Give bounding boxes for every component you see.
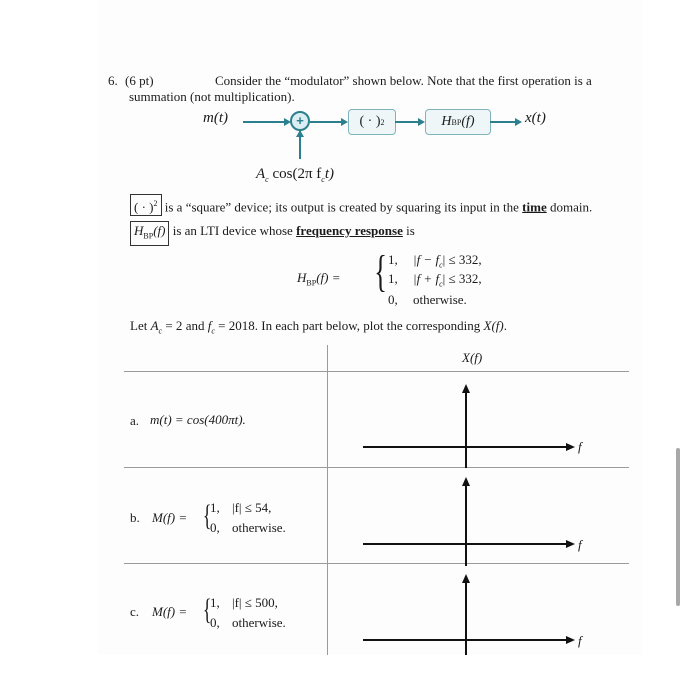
y-axis: [465, 582, 467, 655]
carrier-A: A: [256, 166, 266, 182]
input-line: [243, 121, 285, 123]
part-lhs: M(f) =: [152, 604, 188, 619]
given-end: .: [503, 318, 507, 333]
arrow-up-icon: [462, 574, 470, 583]
hbp-arg: (f) =: [316, 270, 341, 285]
filter-H: H: [441, 114, 452, 129]
filter-box-sub: BP: [143, 231, 154, 241]
question-text-line1: Consider the “modulator” shown below. Note that the first operation is a: [215, 73, 592, 88]
given-pre: Let: [130, 318, 148, 333]
hbp-sub: BP: [306, 278, 317, 288]
filter-text-post: is: [406, 223, 415, 238]
question-points: (6 pt): [125, 73, 154, 88]
part-expression: m(t) = cos(400πt).: [150, 412, 246, 427]
square-exponent: 2: [380, 117, 385, 127]
case-value: 1,: [210, 595, 220, 610]
y-axis: [465, 392, 467, 468]
case-value: 1,: [388, 271, 398, 286]
given-Ac-val: = 2: [162, 318, 183, 333]
part-label: b.: [130, 510, 140, 525]
filter-box: [130, 221, 169, 246]
given-fc: f: [207, 318, 212, 333]
case-value: 0,: [210, 615, 220, 630]
given-fc-sub: c: [211, 326, 215, 336]
part-label: a.: [130, 413, 140, 428]
filter-arg: (f): [461, 114, 475, 129]
filter-box-H: H: [134, 223, 144, 238]
table-divider-vertical: [327, 345, 328, 655]
hbp-H: H: [297, 270, 307, 285]
part-lhs: M(f) =: [152, 510, 188, 525]
part-label: c.: [130, 604, 140, 619]
output-line: [490, 121, 516, 123]
case-value: 0,: [210, 520, 220, 535]
summation-node: +: [290, 111, 310, 131]
arrow-right-icon: [566, 540, 575, 548]
square-definition: [130, 194, 592, 216]
brace-icon: {: [202, 499, 212, 532]
axis-label-f: f: [578, 537, 582, 552]
filter-sub: BP: [451, 117, 462, 127]
arrow-icon: [418, 118, 425, 126]
x-axis: [363, 639, 567, 641]
carrier-end: t): [324, 166, 335, 182]
given-Ac: A: [150, 318, 159, 333]
table-header-xf: X(f): [462, 350, 483, 365]
square-box: [130, 194, 162, 216]
output-label: x(t): [525, 110, 546, 126]
arrow-right-icon: [566, 443, 575, 451]
cond-sub: c: [439, 260, 443, 270]
filter-box-arg: (f): [153, 223, 166, 238]
given-values: [130, 318, 507, 336]
question-text-line2: summation (not multiplication).: [129, 89, 295, 104]
case-condition: |f| ≤ 54,: [232, 500, 272, 515]
cond-text: |f + f: [413, 271, 440, 286]
carrier-A-sub: c: [265, 175, 269, 184]
arrow-right-icon: [566, 636, 575, 644]
table-divider: [124, 371, 629, 372]
case-condition: otherwise.: [232, 615, 286, 630]
case-value: 0,: [388, 292, 398, 307]
case-value: 1,: [388, 252, 398, 267]
given-and: and: [185, 318, 205, 333]
case-condition: |f| ≤ 500,: [232, 595, 278, 610]
question-number: 6.: [108, 73, 118, 88]
arrow-up-icon: [462, 384, 470, 393]
filter-text-pre: is an LTI device whose: [172, 223, 293, 238]
input-label: m(t): [203, 110, 228, 126]
given-Xf: X(f): [483, 318, 504, 333]
case-condition: [413, 271, 482, 289]
square-box-label: ( · ): [134, 199, 154, 215]
square-device-block: [348, 109, 396, 135]
cond-text: |f − f: [413, 252, 440, 267]
case-condition: [413, 252, 482, 270]
arrow-up-icon: [296, 130, 304, 137]
y-axis: [465, 484, 467, 566]
square-to-filter-line: [395, 121, 419, 123]
square-block-label: ( · ): [359, 114, 381, 129]
square-text-post: domain.: [549, 199, 593, 215]
brace-icon: {: [374, 247, 387, 296]
case-condition: otherwise.: [232, 520, 286, 535]
scrollbar[interactable]: [676, 448, 680, 606]
carrier-f-sub: c: [321, 175, 325, 184]
case-condition: otherwise.: [413, 292, 467, 307]
table-divider: [124, 563, 629, 564]
x-axis: [363, 446, 567, 448]
square-box-exp: 2: [153, 199, 158, 208]
bandpass-filter-block: [425, 109, 491, 135]
square-text-bold: time: [522, 199, 547, 215]
cond-end: | ≤ 332,: [442, 252, 482, 267]
cond-sub: c: [439, 279, 443, 289]
sum-to-square-line: [310, 121, 342, 123]
arrow-icon: [341, 118, 348, 126]
arrow-icon: [515, 118, 522, 126]
filter-definition: [130, 221, 415, 246]
given-fc-val: = 2018: [214, 318, 255, 333]
axis-label-f: f: [578, 439, 582, 454]
x-axis: [363, 543, 567, 545]
carrier-cos: cos(2π f: [268, 166, 322, 182]
hbp-lhs: [297, 270, 340, 288]
cond-end: | ≤ 332,: [442, 271, 482, 286]
given-post: . In each part below, plot the corresponding: [254, 318, 481, 333]
axis-label-f: f: [578, 633, 582, 648]
square-text-pre: is a “square” device; its output is created by squaring its input in the: [164, 199, 519, 215]
given-Ac-sub: c: [158, 326, 163, 336]
filter-text-bold: frequency response: [296, 223, 403, 238]
arrow-up-icon: [462, 477, 470, 486]
brace-icon: {: [202, 593, 212, 626]
case-value: 1,: [210, 500, 220, 515]
table-divider: [124, 467, 629, 468]
carrier-label: [256, 166, 334, 184]
